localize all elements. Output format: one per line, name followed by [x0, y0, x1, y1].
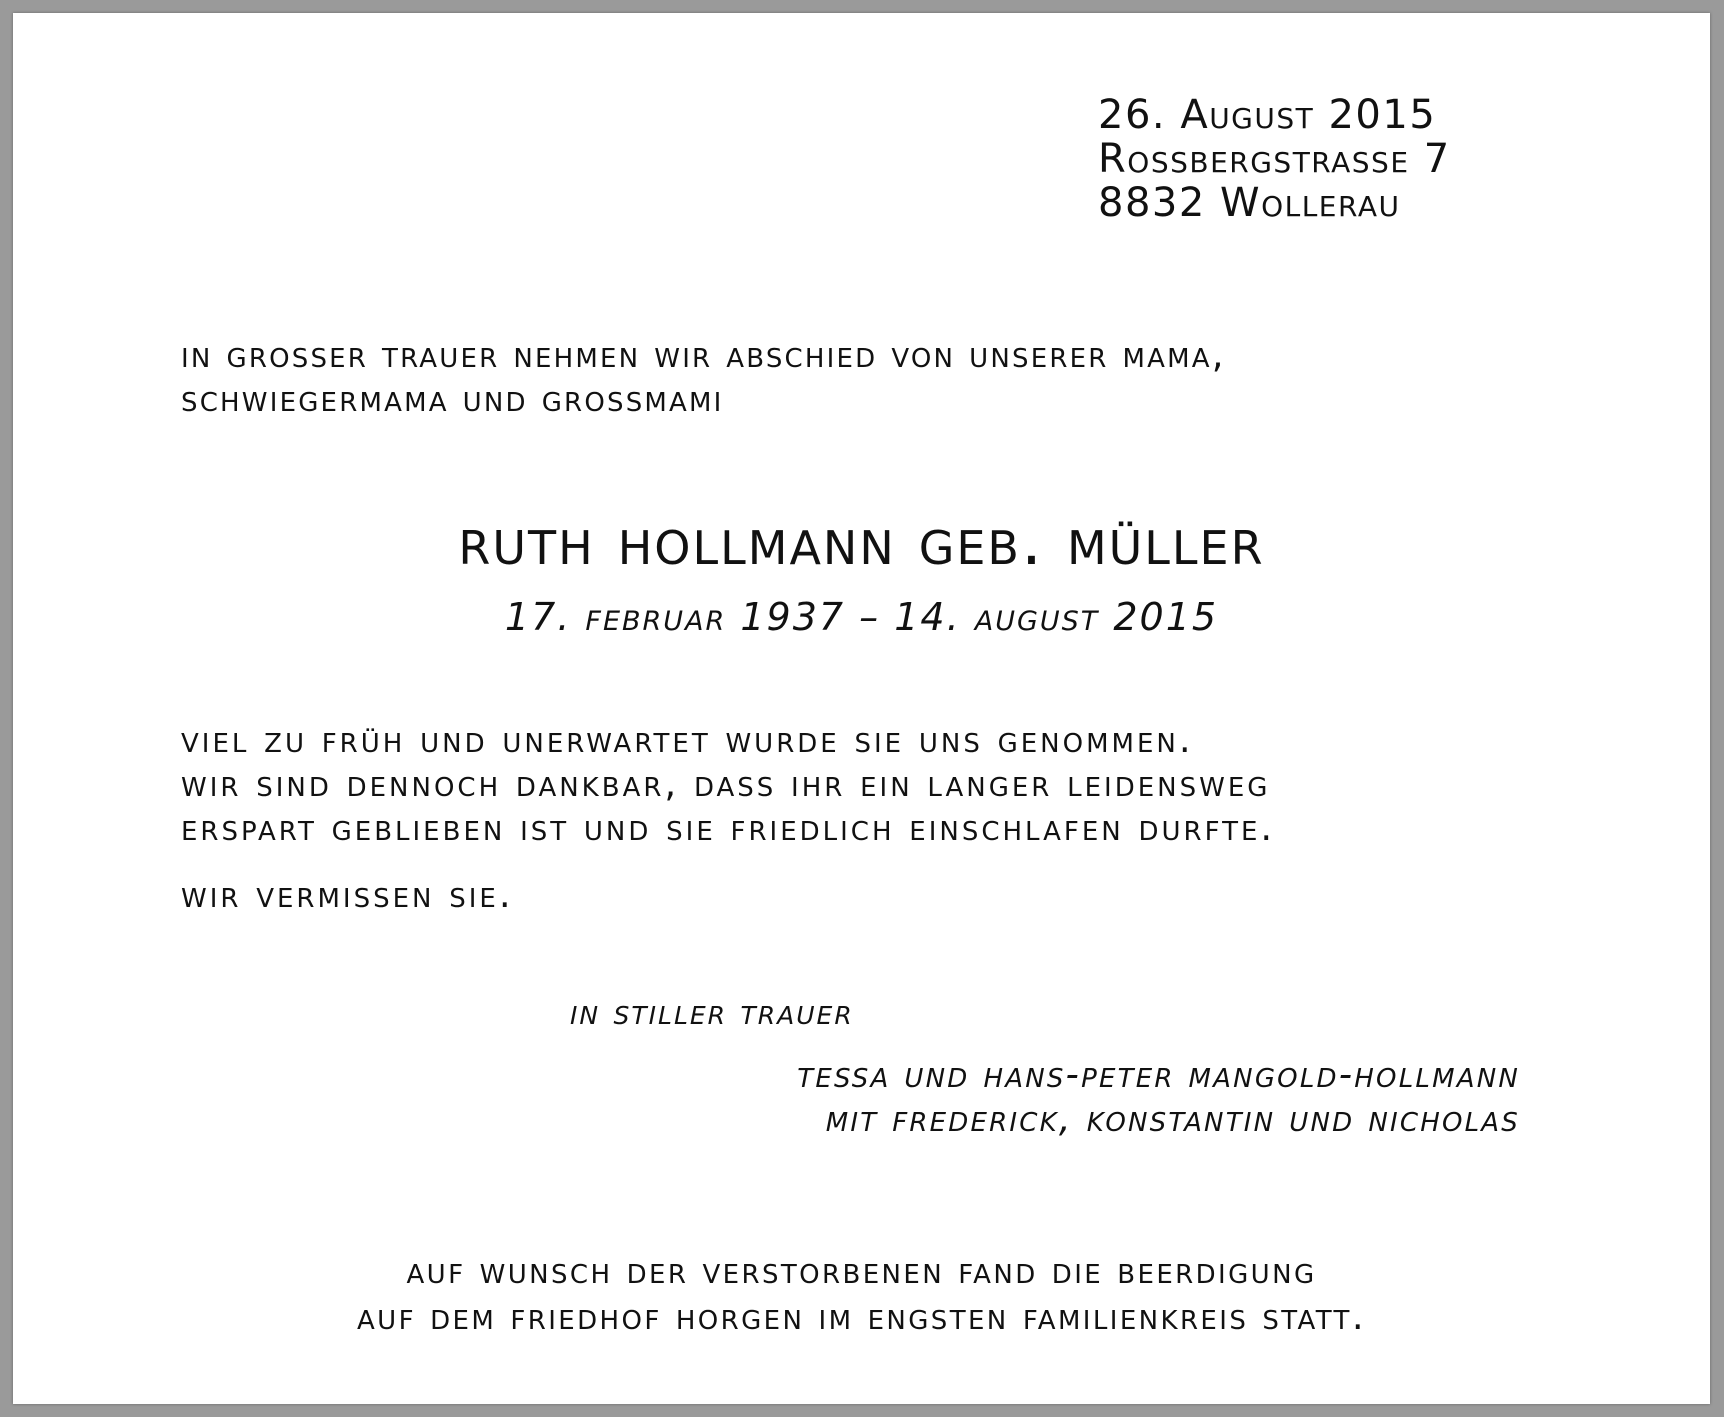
notice-date: 26. August 2015	[1098, 92, 1437, 138]
obituary-notice	[13, 13, 1710, 1404]
funeral-note	[13, 1248, 1710, 1340]
intro-line-2: schwiegermama und grossmami	[181, 377, 724, 420]
message-line-3: erspart geblieben ist und sie friedlich einschlafen durfte.	[181, 806, 1276, 849]
message-line-2: wir sind dennoch dankbar, dass ihr ein langer leidensweg	[181, 762, 1271, 805]
sender-address	[1098, 93, 1451, 225]
mourners-line-1: tessa und hans-peter mangold-hollmann	[797, 1053, 1520, 1096]
message-paragraph	[181, 718, 1275, 850]
intro-line-1: in grosser trauer nehmen wir abschied von unserer mama,	[181, 333, 1226, 376]
address-city: 8832 Wollerau	[1098, 180, 1401, 226]
intro-text	[181, 333, 1226, 421]
message-closing: wir vermissen sie.	[181, 873, 514, 916]
mourners-label: in stiller trauer	[570, 992, 854, 1033]
deceased-name: ruth hollmann geb. müller	[458, 503, 1265, 580]
funeral-line-2: auf dem friedhof horgen im engsten familienkreis statt.	[357, 1295, 1366, 1338]
life-dates: 17. februar 1937 – 14. august 2015	[504, 595, 1219, 639]
address-street: Rossbergstrasse 7	[1098, 136, 1451, 182]
mourners-list	[797, 1053, 1520, 1141]
mourners-line-2: mit frederick, konstantin und nicholas	[825, 1097, 1520, 1140]
message-line-1: viel zu früh und unerwartet wurde sie uns genommen.	[181, 718, 1194, 761]
funeral-line-1: auf wunsch der verstorbenen fand die beerdigung	[406, 1249, 1317, 1292]
